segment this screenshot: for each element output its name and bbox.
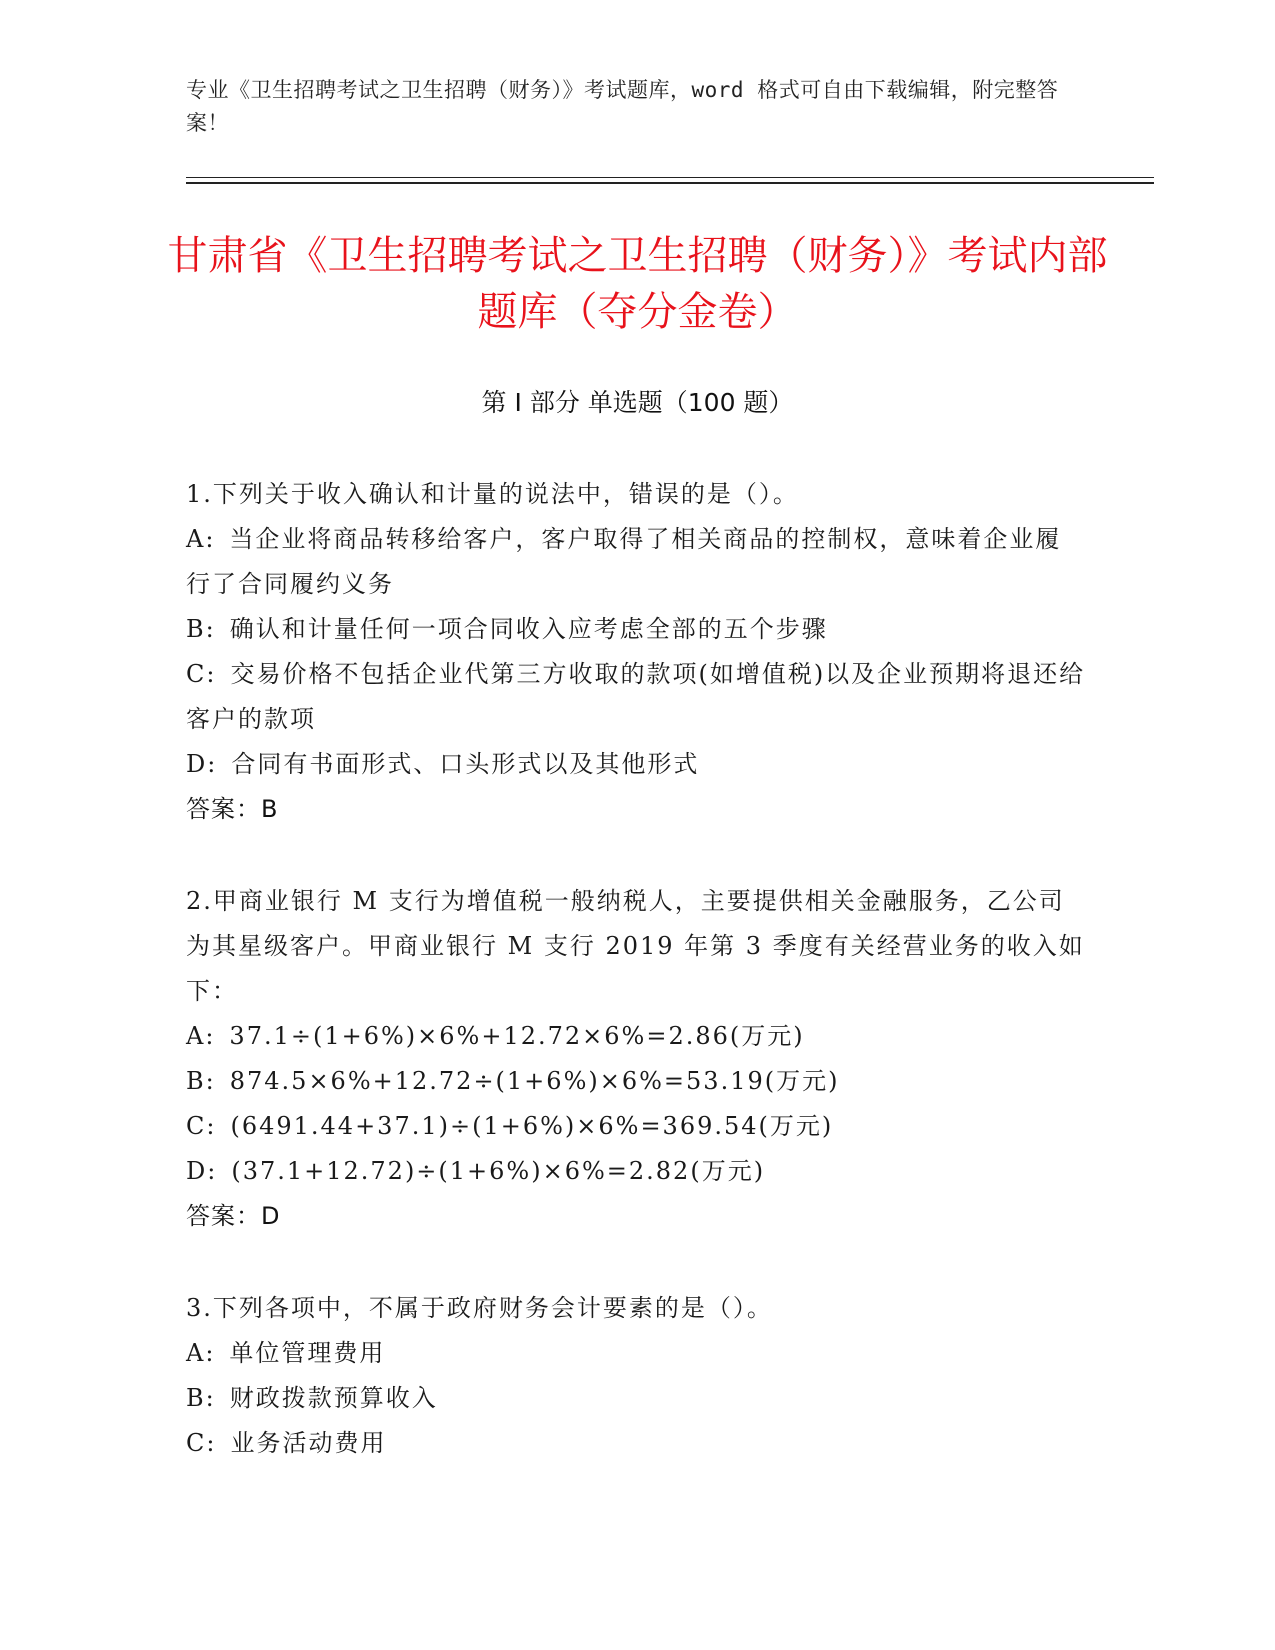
option-text: (6491.44+37.1)÷(1+6%)×6%=369.54(万元) [230, 1112, 834, 1140]
option-key: B: [186, 1067, 216, 1095]
option-d [186, 742, 1086, 787]
question-stem: 2.甲商业银行 M 支行为增值税一般纳税人，主要提供相关金融服务，乙公司为其星级客户。甲商业银行 M 支行 2019 年第 3 季度有关经营业务的收入如下： [186, 887, 1085, 1005]
option-text: 业务活动费用 [230, 1429, 387, 1457]
option-key: A: [186, 1022, 216, 1050]
option-a [186, 517, 1086, 607]
option-d [186, 1149, 1086, 1194]
option-key: D: [186, 750, 218, 778]
option-text: 交易价格不包括企业代第三方收取的款项(如增值税)以及企业预期将退还给客户的款项 [186, 660, 1086, 733]
question-stem: 3.下列各项中，不属于政府财务会计要素的是（）。 [186, 1294, 773, 1322]
option-text: 37.1÷(1+6%)×6%+12.72×6%=2.86(万元) [229, 1022, 805, 1050]
document-title: 甘肃省《卫生招聘考试之卫生招聘（财务）》考试内部题库（夺分金卷） [167, 233, 1108, 335]
answer-line: 答案：B [186, 795, 279, 823]
question-3 [186, 1286, 1086, 1466]
option-key: B: [186, 1384, 216, 1412]
answer-line: 答案：D [186, 1202, 281, 1230]
option-c [186, 1421, 1086, 1466]
option-key: C: [186, 1112, 217, 1140]
header-note: 专业《卫生招聘考试之卫生招聘（财务）》考试题库，word 格式可自由下载编辑，附完整答案！ [186, 78, 1059, 135]
option-text: 确认和计量任何一项合同收入应考虑全部的五个步骤 [229, 615, 828, 643]
question-1 [186, 472, 1086, 832]
question-stem: 1.下列关于收入确认和计量的说法中，错误的是（）。 [186, 480, 799, 508]
option-c [186, 652, 1086, 742]
option-text: 单位管理费用 [229, 1339, 386, 1367]
section-heading: 第 I 部分 单选题（100 题） [481, 388, 794, 417]
option-key: A: [186, 1339, 216, 1367]
option-text: 财政拨款预算收入 [229, 1384, 438, 1412]
question-2 [186, 879, 1086, 1239]
option-text: (37.1+12.72)÷(1+6%)×6%=2.82(万元) [231, 1157, 766, 1185]
option-b [186, 607, 1086, 652]
option-a [186, 1331, 1086, 1376]
option-b [186, 1376, 1086, 1421]
option-key: D: [186, 1157, 218, 1185]
option-key: C: [186, 660, 217, 688]
header-divider-thick [186, 182, 1154, 184]
option-b [186, 1059, 1086, 1104]
option-text: 合同有书面形式、口头形式以及其他形式 [231, 750, 700, 778]
option-key: A: [186, 525, 216, 553]
option-key: B: [186, 615, 216, 643]
option-a [186, 1014, 1086, 1059]
header-divider-thin [186, 177, 1154, 178]
option-text: 当企业将商品转移给客户，客户取得了相关商品的控制权，意味着企业履行了合同履约义务 [186, 525, 1062, 598]
option-c [186, 1104, 1086, 1149]
option-text: 874.5×6%+12.72÷(1+6%)×6%=53.19(万元) [229, 1067, 840, 1095]
option-key: C: [186, 1429, 217, 1457]
question-list [186, 472, 1086, 1513]
